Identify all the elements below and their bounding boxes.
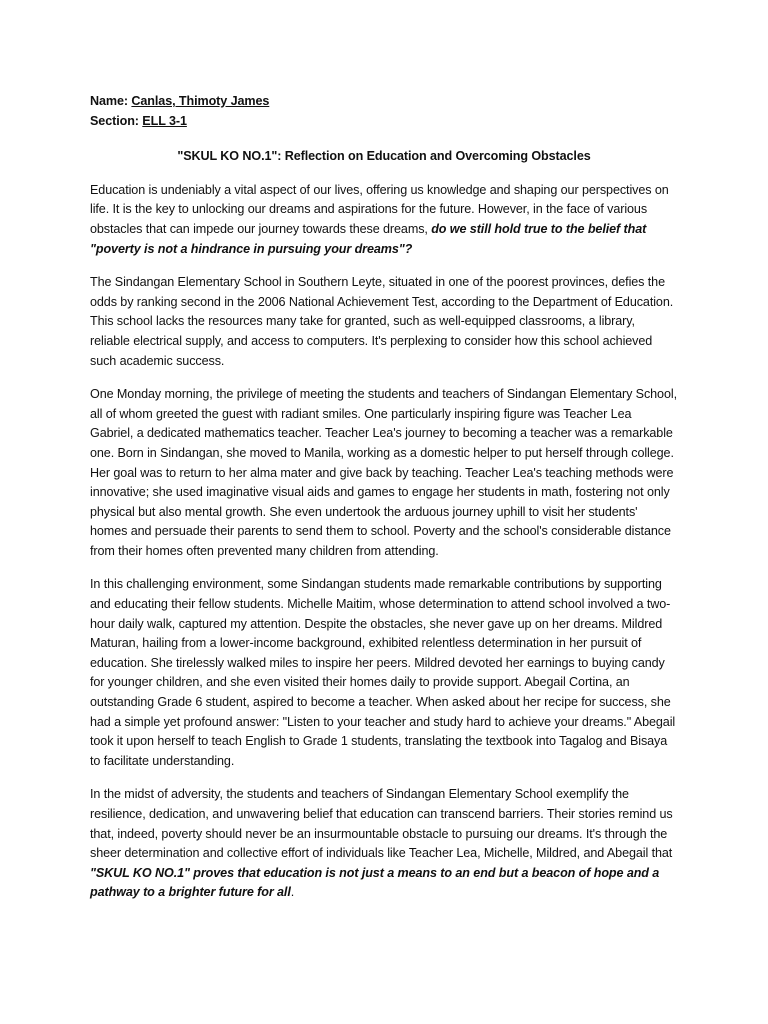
paragraph-1-emphasis: do we still hold true to the belief that "poverty is not a hindrance in pursuing your dreams"? xyxy=(90,221,647,256)
paragraph-3: One Monday morning, the privilege of meeting the students and teachers of Sindangan Elementary School, all of whom greeted the guest with radiant smiles. One particularly inspiring figure was Teacher Lea Gabriel, a dedicated mathematics teacher. Teacher Lea's journey to becoming a teacher was a remarkable one. Born in Sindangan, she moved to Manila, working as a domestic helper to put herself through college. Her goal was to return to her alma mater and give back by teaching. Teacher Lea's teaching methods were innovative; she used imaginative visual aids and games to engage her students in math, fostering not only physical but also mental growth. She even undertook the arduous journey uphill to visit her students' homes and persuade their parents to send them to school. Poverty and the school's considerable distance from their homes often prevented many children from attending. xyxy=(90,387,677,558)
paragraph-4: In this challenging environment, some Sindangan students made remarkable contributions by supporting and educating their fellow students. Michelle Maitim, whose determination to attend school involved a two-hour daily walk, captured my attention. Despite the obstacles, she never gave up on her dreams. Mildred Maturan, hailing from a lower-income background, exhibited relentless determination in her pursuit of education. She tirelessly walked miles to inspire her peers. Mildred devoted her earnings to buying candy for younger children, and she even visited their homes daily to provide support. Abegail Cortina, an outstanding Grade 6 student, aspired to become a teacher. When asked about her recipe for success, she had a simple yet profound answer: "Listen to your teacher and study hard to achieve your dreams." Abegail took it upon herself to teach English to Grade 1 students, translating the textbook into Tagalog and Bisaya to facilitate understanding. xyxy=(90,577,676,768)
paragraph-1-text: Education is undeniably a vital aspect of our lives, offering us knowledge and shaping our perspectives on life. It is the key to unlocking our dreams and aspirations for the future. However, in the face of various obstacles that can impede our journey towards these dreams, xyxy=(90,182,669,236)
paragraph-2: The Sindangan Elementary School in Southern Leyte, situated in one of the poorest provinces, defies the odds by ranking second in the 2006 National Achievement Test, according to the Department of Education. This school lacks the resources many take for granted, such as well-equipped classrooms, a library, reliable electrical supply, and access to computers. It's perplexing to consider how this school achieved such academic success. xyxy=(90,275,674,368)
name-line xyxy=(90,92,678,112)
paragraph-5 xyxy=(90,785,678,903)
paragraph-5-emphasis: "SKUL KO NO.1" proves that education is not just a means to an end but a beacon of hope and a pathway to a brighter future for all xyxy=(90,865,660,900)
document-title: "SKUL KO NO.1": Reflection on Education and Overcoming Obstacles xyxy=(177,149,591,164)
section-line xyxy=(90,112,678,132)
document-page xyxy=(90,92,678,917)
paragraph-5-text: In the midst of adversity, the students and teachers of Sindangan Elementary School exemplify the resilience, dedication, and unwavering belief that education can transcend barriers. Their stories remind us that, indeed, poverty should never be an insurmountable obstacle to pursuing our dreams. It's through the sheer determination and collective effort of individuals like Teacher Lea, Michelle, Mildred, and Abegail that xyxy=(90,787,673,861)
section-value: ELL 3-1 xyxy=(142,113,187,128)
section-label: Section: xyxy=(90,113,139,128)
student-name: Canlas, Thimoty James xyxy=(131,94,270,108)
paragraph-1 xyxy=(90,181,678,259)
paragraph-5-end: . xyxy=(290,885,295,900)
name-label: Name: xyxy=(90,94,128,108)
